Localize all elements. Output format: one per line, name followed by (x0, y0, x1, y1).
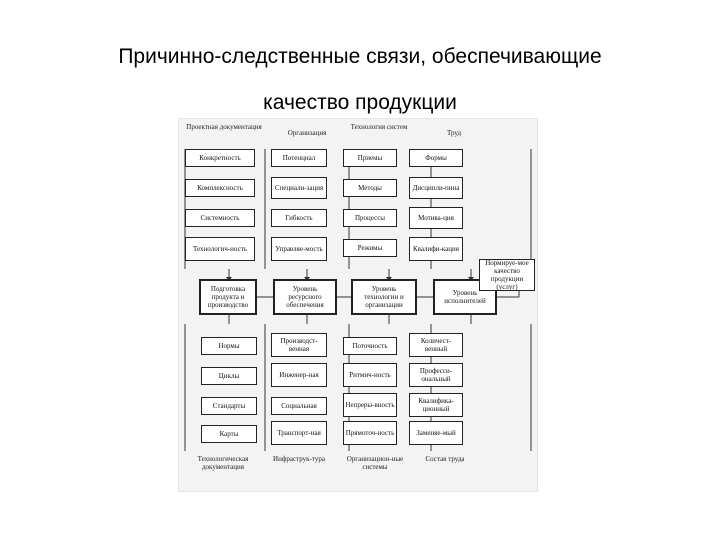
footer-labor-composition: Состав труда (425, 455, 465, 463)
header-labor: Труд (446, 129, 462, 137)
box-social: Социальная (271, 397, 327, 415)
box-standards: Стандарты (201, 397, 257, 415)
title-line-2: качество продукции (263, 91, 457, 114)
box-professional: Професси-ональный (409, 363, 463, 387)
box-techniques: Приемы (343, 149, 397, 167)
box-performer-level: Уровень исполнителей (433, 279, 497, 315)
box-concreteness: Конкретность (185, 149, 255, 167)
box-resource-level: Уровень ресурсного обеспечения (273, 279, 337, 315)
box-rhythm: Ритмич-ность (343, 363, 397, 387)
box-production: Производст-венная (271, 333, 327, 357)
box-qualification: Квалифи-кация (409, 237, 463, 261)
box-replaceable: Заменяе-мый (409, 421, 463, 445)
box-forms: Формы (409, 149, 463, 167)
box-flow: Поточность (343, 337, 397, 355)
box-potential: Потенциал (271, 149, 327, 167)
box-product-preparation: Подготовка продукта и производство (199, 279, 257, 315)
box-cycles: Циклы (201, 367, 257, 385)
header-design-docs: Проектная документация (186, 123, 262, 131)
box-discipline: Дисципли-пина (409, 177, 463, 199)
header-organization: Организация (287, 129, 327, 137)
box-directness: Прямоточ-ность (343, 421, 397, 445)
box-modes: Режимы (343, 239, 397, 257)
footer-infrastructure: Инфраструк-тура (273, 455, 325, 463)
box-norms: Нормы (201, 337, 257, 355)
box-technology-level: Уровень технологии и организации (351, 279, 417, 315)
box-normed-quality: Нормируе-мое качество продукции (услуг) (479, 259, 535, 291)
box-engineering: Инженер-ная (271, 363, 327, 387)
footer-org-systems: Организацион-ные системы (346, 455, 404, 471)
header-technology: Технология систем (350, 123, 408, 131)
box-methods: Методы (343, 179, 397, 197)
box-specialization: Специали-зация (271, 177, 327, 199)
box-continuity: Непреры-вность (343, 393, 397, 417)
box-motivation: Мотива-ция (409, 207, 463, 229)
box-qualification-level: Квалифика-ционный (409, 393, 463, 417)
box-flexibility: Гибкость (271, 209, 327, 227)
box-quantitative: Количест-венный (409, 333, 463, 357)
box-cards: Карты (201, 425, 257, 443)
quality-diagram (178, 118, 538, 492)
box-controllability: Управляе-мость (271, 237, 327, 261)
box-processes: Процессы (343, 209, 397, 227)
box-manufacturability: Технологич-ность (185, 237, 255, 261)
box-transport: Транспорт-ная (271, 421, 327, 445)
box-systematicity: Системность (185, 209, 255, 227)
footer-tech-docs: Технологическая документация (197, 455, 249, 471)
box-complexity: Комплексность (185, 179, 255, 197)
title-line-1: Причинно-следственные связи, обеспечивающие (118, 45, 602, 68)
slide-title (0, 34, 720, 126)
